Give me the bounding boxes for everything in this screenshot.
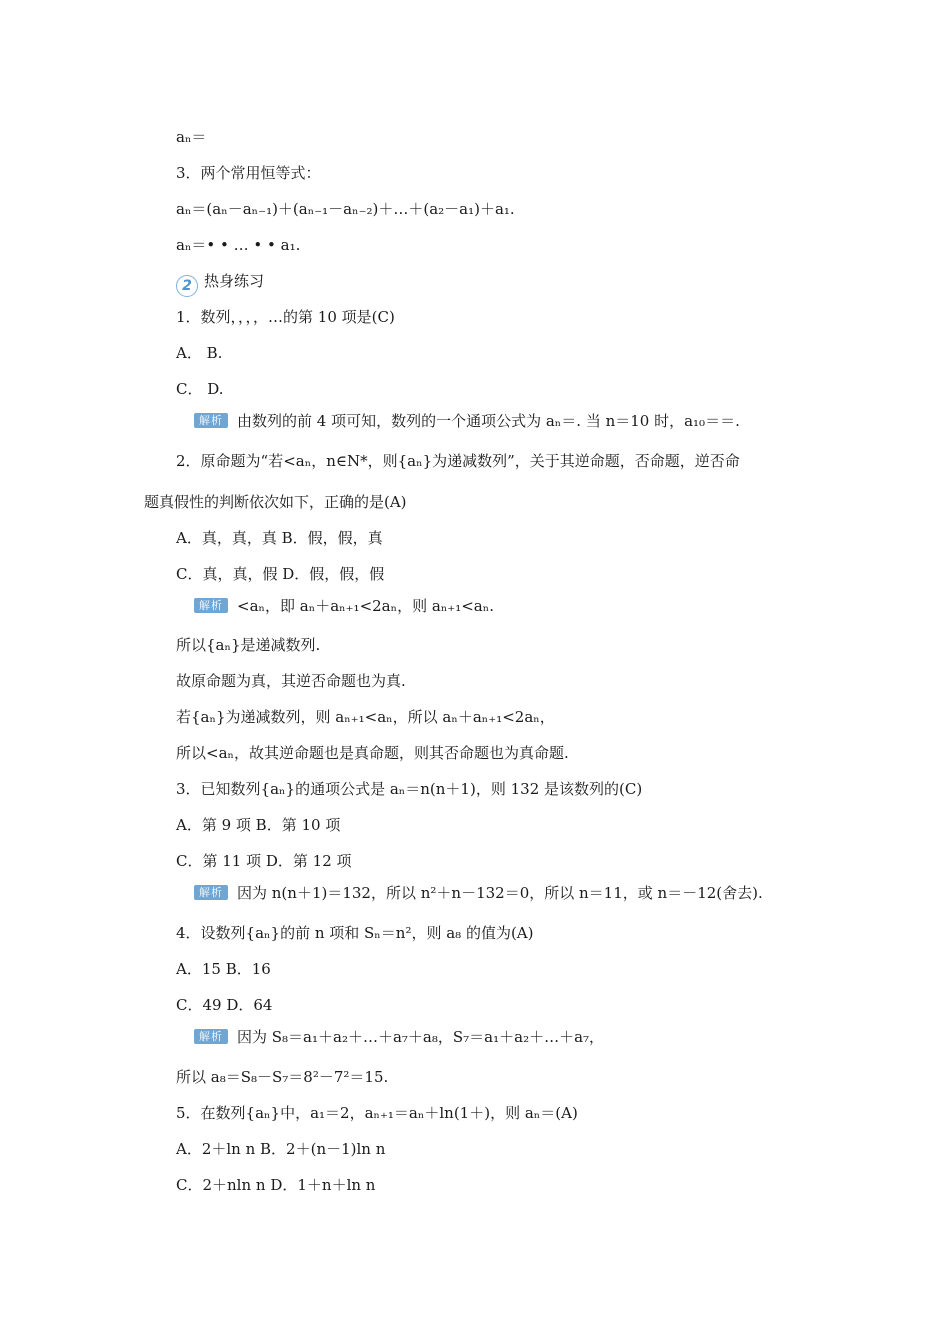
identity-sum-formula: aₙ＝(aₙ－aₙ₋₁)＋(aₙ₋₁－aₙ₋₂)＋…＋(a₂－a₁)＋a₁.	[176, 200, 515, 218]
section-title: 热身练习	[204, 272, 265, 290]
question-3-options-cd: C．第 11 项 D．第 12 项	[176, 852, 352, 870]
solution-badge: 解析	[194, 598, 228, 613]
solution-badge: 解析	[194, 413, 228, 428]
question-2-solution-line-3: 故原命题为真，其逆否命题也为真.	[176, 672, 406, 690]
solution-text: <aₙ，即 aₙ＋aₙ₊₁<2aₙ，则 aₙ₊₁<aₙ.	[237, 597, 495, 615]
solution-text: 由数列的前 4 项可知，数列的一个通项公式为 aₙ＝. 当 n＝10 时，a₁₀＝＝.	[237, 412, 740, 430]
identity-product-formula: aₙ＝• • … • • a₁.	[176, 236, 301, 254]
question-2-solution-line-4: 若{aₙ}为递减数列，则 aₙ₊₁<aₙ，所以 aₙ＋aₙ₊₁<2aₙ，	[176, 708, 555, 726]
question-1-solution	[194, 411, 740, 431]
section-number-icon: 2	[176, 275, 198, 297]
formula-an-equals: aₙ＝	[176, 128, 207, 146]
identity-heading: 3．两个常用恒等式：	[176, 164, 321, 182]
question-2-options-ab: A．真，真，真 B．假，假，真	[176, 529, 383, 547]
question-2-solution	[194, 596, 494, 616]
section-header	[176, 271, 264, 297]
question-2-solution-line-2: 所以{aₙ}是递减数列.	[176, 636, 321, 654]
question-1-options-cd: C． D.	[176, 380, 224, 398]
question-5-options-ab: A．2＋ln n B．2＋(n－1)ln n	[176, 1140, 386, 1158]
question-2-continued: 题真假性的判断依次如下，正确的是(A)	[144, 493, 407, 511]
question-1: 1．数列，，，，…的第 10 项是(C)	[176, 308, 395, 326]
question-4-options-cd: C．49 D．64	[176, 996, 273, 1014]
question-2: 2．原命题为“若<aₙ，n∈N*，则{aₙ}为递减数列”，关于其逆命题，否命题，逆否命	[176, 452, 740, 470]
solution-badge: 解析	[194, 885, 228, 900]
question-3-options-ab: A．第 9 项 B．第 10 项	[176, 816, 341, 834]
question-3-solution	[194, 883, 763, 903]
question-5-options-cd: C．2＋nln n D．1＋n＋ln n	[176, 1176, 376, 1194]
question-4: 4．设数列{aₙ}的前 n 项和 Sₙ＝n²，则 a₈ 的值为(A)	[176, 924, 534, 942]
solution-text: 因为 n(n＋1)＝132，所以 n²＋n－132＝0，所以 n＝11，或 n＝－12(舍去).	[237, 884, 763, 902]
question-3: 3．已知数列{aₙ}的通项公式是 aₙ＝n(n＋1)，则 132 是该数列的(C)	[176, 780, 643, 798]
question-1-options-ab: A． B.	[176, 344, 223, 362]
question-5: 5．在数列{aₙ}中，a₁＝2，aₙ₊₁＝aₙ＋ln(1＋)，则 aₙ＝(A)	[176, 1104, 578, 1122]
question-4-options-ab: A．15 B．16	[176, 960, 271, 978]
question-2-options-cd: C．真，真，假 D．假，假，假	[176, 565, 385, 583]
solution-text: 因为 S₈＝a₁＋a₂＋…＋a₇＋a₈，S₇＝a₁＋a₂＋…＋a₇，	[237, 1028, 605, 1046]
question-4-solution-line-2: 所以 a₈＝S₈－S₇＝8²－7²＝15.	[176, 1068, 389, 1086]
question-2-solution-line-5: 所以<aₙ，故其逆命题也是真命题，则其否命题也为真命题.	[176, 744, 569, 762]
question-4-solution	[194, 1027, 604, 1047]
solution-badge: 解析	[194, 1029, 228, 1044]
